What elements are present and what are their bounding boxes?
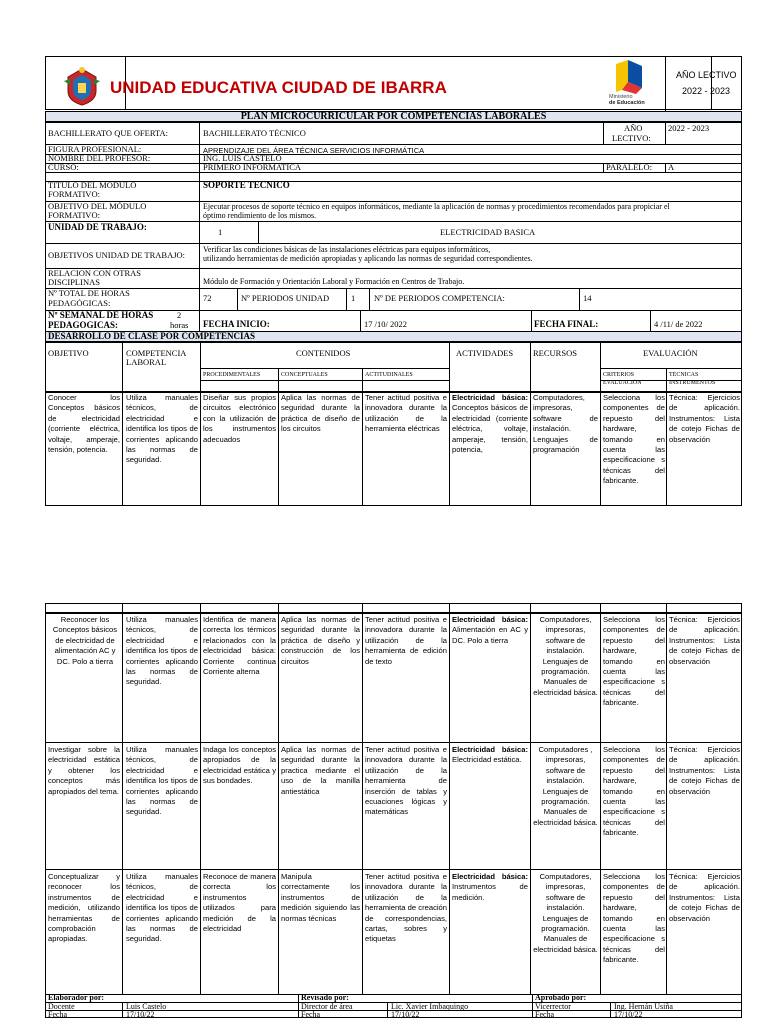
row3-actividades [452,745,528,867]
col-competencia-1: COMPETENCIA [126,349,187,358]
periodos-comp-value: 14 [583,294,592,303]
fecha-value-3: 17/10/22 [614,1010,643,1019]
row1-actividades-text: Conceptos básicos de electricidad (corriente eléctrica, voltaje, amperaje, tensión, potencia, [452,403,528,455]
periodos-comp-label: Nº DE PERIODOS COMPETENCIA: [374,294,505,303]
col-recursos: RECURSOS [533,349,577,358]
row4-competencia: Utiliza manuales técnicos, de electricidad e identifica los tipos de corrientes aplicando las normas de seguridad. [126,872,198,944]
row1-procedimentales: Diseñar sus propios circuitos electrónico con la utilización de los instrumentos adecuados [203,393,276,444]
unidad-label: UNIDAD DE TRABAJO: [48,223,147,232]
row2-recursos: Computadores, impresoras, software de instalación. Lenguajes de programación. Manuales de electricidad básica. [533,615,598,697]
row4-criterios: Selecciona los componentes de repuesto del hardware, tomando en cuenta las especificacione s técnicas del fabricante. [603,872,665,965]
fecha-final-label: FECHA FINAL: [534,320,599,329]
col-criterios-2: EVALUACIÓN [603,380,642,386]
docente-label: Docente [48,1002,75,1011]
profesor-value: ING. LUIS CASTELO [203,154,282,163]
row4-tecnicas: Técnica: Ejercicios de aplicación. Instrumentos: Lista de cotejo Fichas de observación [669,872,740,923]
bachillerato-value: BACHILLERATO TÉCNICO [203,129,306,138]
relacion-label-1: RELACION CON OTRAS [48,269,142,278]
fecha-label-2: Fecha [301,1010,321,1019]
aprobado-label: Aprobado por: [535,993,587,1002]
titulo-label-2: FORMATIVO: [48,190,100,199]
row1-competencia: Utiliza manuales técnicos, de electricidad e identifica los tipos de corrientes aplicando las normas de seguridad. [126,393,198,465]
semanal-value-2: horas [170,321,189,330]
row3-recursos: Computadores , impresoras, software de instalación. Lenguajes de programación. Manuales de electricidad básica. [533,745,598,827]
unidad-value: ELECTRICIDAD BASICA [440,228,536,237]
row4-procedimentales: Reconoce de manera correcta los instrumentos utilizados para medición de la electricidad [203,872,276,934]
row1-conceptuales: Aplica las normas de seguridad durante la práctica de diseño de los circuitos [281,393,360,434]
paralelo-value: A [668,163,675,172]
desarrollo-label: DESARROLLO DE CLASE POR COMPETENCIAS [48,332,256,341]
relacion-label-2: DISCIPLINAS [48,278,100,287]
row4-actitudinales: Tener actitud positiva e innovadora durante la utilización de la herramienta de creación de correspondencias, cartas, sobres y etiquetas [365,872,447,944]
row3-competencia: Utiliza manuales técnicos, de electricidad e identifica los tipos de corrientes aplicando las normas de seguridad. [126,745,198,817]
row2-procedimentales: Identifica de manera correcta los térmicos relacionados con la electricidad básica: Corriente continua Corriente alterna [203,615,276,677]
fecha-value-2: 17/10/22 [391,1010,420,1019]
row2-actividades-title: Electricidad básica: [452,615,528,624]
periodos-unidad-value: 1 [351,294,356,303]
total-value: 72 [203,294,212,303]
row3-tecnicas: Técnica: Ejercicios de aplicación. Instrumentos: Lista de cotejo Fichas de observación [669,745,740,796]
curso-value: PRIMERO INFORMATICA [203,163,301,172]
objetivo-value-1: Ejecutar procesos de soporte técnico en equipos informáticos, mediante la aplicación de normas y procedimientos recomendados para propiciar el [203,202,670,211]
col-criterios-1: CRITERIOS [603,372,635,378]
row2-competencia: Utiliza manuales técnicos, de electricidad e identifica los tipos de corrientes aplicando las normas de seguridad. [126,615,198,687]
curso-label: CURSO: [48,163,79,172]
continuation-header-row [45,603,742,613]
row1-recursos: Computadores, impresoras, software de instalación. Lenguajes de programación [533,393,598,455]
ano-value: 2022 - 2023 [668,124,710,133]
row2-actividades-text: Alimentación en AC y DC. Polo a tierra [452,625,528,645]
objetivo-label-2: FORMATIVO: [48,211,100,220]
row3-objetivo: Investigar sobre la electricidad estática y obtener los conceptos más apropiados del tema. [48,745,120,796]
row4-actividades-title: Electricidad básica: [452,872,528,881]
periodos-unidad-label: Nº PERIODOS UNIDAD [241,294,330,303]
obj-unidad-value-1: Verificar las condiciones básicas de las instalaciones eléctricas para equipos informáticos, [203,245,491,254]
obj-unidad-value-2: utilizando herramientas de medición apropiadas y aplicando las normas de seguridad correspondientes. [203,254,533,263]
col-procedimentales: PROCEDIMENTALES [203,372,261,378]
ano-label-2: LECTIVO: [612,134,651,143]
col-tecnicas-2: INSTRUMENTOS [669,380,716,386]
ano-label-1: AÑO [624,124,643,133]
row2-criterios: Selecciona los componentes de repuesto del hardware, tomando en cuenta las especificacione s técnicas del fabricante. [603,615,665,708]
row2-tecnicas: Técnica: Ejercicios de aplicación. Instrumentos: Lista de cotejo Fichas de observación [669,615,740,666]
elaborado-label: Elaborador por: [48,993,105,1002]
row1-actividades [452,393,528,503]
row1-tecnicas: Técnica: Ejercicios de aplicación. Instrumentos: Lista de cotejo Fichas de observación [669,393,740,444]
row2-objetivo: Reconocer los Conceptos básicos de electricidad de alimentación AC y DC. Polo a tierra [52,615,118,666]
fecha-inicio-label: FECHA INICIO: [203,320,270,329]
semanal-label-2: PEDAGÓGICAS: [48,321,119,330]
profesor-label: NOMBRE DEL PROFESOR: [48,154,151,163]
year-value: 2022 - 2023 [682,86,731,96]
row3-conceptuales: Aplica las normas de seguridad durante la practica mediante el uso de la manilla antiestática [281,745,360,796]
titulo-value: SOPORTE TECNICO [203,181,290,190]
row3-actividades-title: Electricidad básica: [452,745,528,754]
titulo-label-1: TITULO DEL MODULO [48,181,137,190]
row1-actitudinales: Tener actitud positiva e innovadora durante la utilización de la herramienta eléctricas [365,393,447,434]
row4-objetivo: Conceptualizar y reconocer los instrumentos de medición, utilizando herramientas de comprobación apropiadas. [48,872,120,944]
figura-value: APRENDIZAJE DEL ÁREA TÉCNICA SERVICIOS INFORMÁTICA [203,146,425,155]
col-actitudinales: ACTITUDINALES [365,372,413,378]
fecha-inicio-value: 17 /10/ 2022 [364,320,407,329]
year-label: AÑO LECTIVO [676,70,737,80]
year-cell [711,57,741,109]
relacion-value: Módulo de Formación y Orientación Laboral y Formación en Centros de Trabajo. [203,277,465,286]
objetivo-value-2: óptimo rendimiento de los mismos. [203,211,317,220]
row4-conceptuales: Manipula correctamente los instrumentos de medición siguiendo las normas técnicas [281,872,360,923]
semanal-value-1: 2 [177,311,182,320]
fecha-label-1: Fecha [48,1010,68,1019]
row3-procedimentales: Indaga los conceptos apropiados de la electricidad estática y sus bondades. [203,745,276,786]
ministry-caption [609,94,645,106]
fecha-final-value: 4 /11/ de 2022 [654,320,703,329]
row1-criterios: Selecciona los componentes de repuesto del hardware, tomando en cuenta las especificacione s técnicas del fabricante. [603,393,665,486]
row3-actitudinales: Tener actitud positiva e innovadora durante la utilización de la herramienta de inserción de tablas y ecuaciones lógicas y matemáticas [365,745,447,817]
fecha-value-1: 17/10/22 [126,1010,155,1019]
plan-banner: PLAN MICROCURRICULAR POR COMPETENCIAS LABORALES [45,111,742,122]
fecha-label-3: Fecha [535,1010,555,1019]
objetivo-label-1: OBJETIVO DEL MÓDULO [48,202,147,211]
col-conceptuales: CONCEPTUALES [281,372,328,378]
revisado-label: Revisado por: [301,993,349,1002]
figura-label: FIGURA PROFESIONAL: [48,145,142,154]
row2-conceptuales: Aplica las normas de seguridad durante la práctica de diseño y construcción de los circuitos [281,615,360,666]
total-label-2: PEDAGÓGICAS: [48,299,111,308]
ministry-line-1: Ministerio [609,94,633,100]
col-competencia-2: LABORAL [126,358,167,367]
row1-objetivo: Conocer los Conceptos básicos de electricidad (corriente eléctrica, voltaje, amperaje, tensión, potencia. [48,393,120,455]
ministry-line-2: de Educación [609,100,645,106]
row3-criterios: Selecciona los componentes de repuesto del hardware, tomando en cuenta las especificacione s técnicas del fabricante. [603,745,665,838]
row4-actividades [452,872,528,992]
docente-value: Luis Castelo [126,1002,167,1011]
col-evaluacion: EVALUACIÓN [643,349,698,358]
col-actividades: ACTIVIDADES [456,349,514,358]
row2-actitudinales: Tener actitud positiva e innovadora durante la utilización de la herramienta de edición de texto [365,615,447,666]
row3-actividades-text: Electricidad estática. [452,755,522,765]
row1-actividades-title: Electricidad básica: [452,393,528,402]
bachillerato-label: BACHILLERATO QUE OFERTA: [48,129,169,138]
director-value: Lic. Xavier Imbaquingo [391,1002,469,1011]
paralelo-label: PARALELO: [606,163,652,172]
unidad-num: 1 [218,228,223,237]
vicerrector-label: Vicerrector [535,1002,571,1011]
vicerrector-value: Ing. Hernán Usiña [614,1002,673,1011]
school-name: UNIDAD EDUCATIVA CIUDAD DE IBARRA [110,78,447,97]
total-label-1: Nº TOTAL DE HORAS [48,289,130,298]
semanal-label-1: Nº SEMANAL DE HORAS [48,311,154,320]
school-seal-logo [60,63,104,107]
col-objetivo: OBJETIVO [48,349,89,358]
row2-actividades [452,615,528,740]
col-contenidos: CONTENIDOS [296,349,351,358]
col-tecnicas-1: TÉCNICAS [669,372,699,378]
director-label: Director de área [301,1002,353,1011]
row4-recursos: Computadores, impresoras, software de instalación. Lenguajes de programación. Manuales de electricidad básica. [533,872,598,954]
row4-actividades-text: Instrumentos de medición. [452,882,528,902]
obj-unidad-label: OBJETIVOS UNIDAD DE TRABAJO: [48,251,186,260]
